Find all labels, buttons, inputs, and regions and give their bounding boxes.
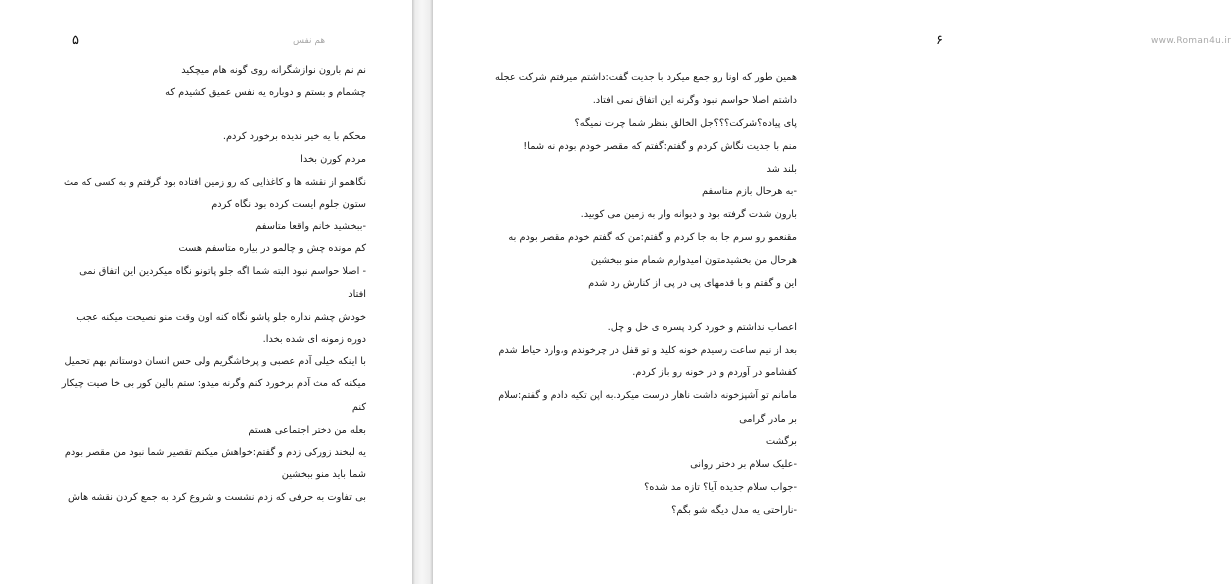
text-line: اعصاب نداشتم و خورد کرد پسره ی خل و چل.: [607, 322, 797, 333]
running-head: www.Roman4u.ir: [1151, 36, 1231, 46]
text-line: هرحال من بخشیدمتون امیدوارم شمام منو ببخشین: [590, 255, 797, 266]
text-line: ستون جلوم ایست کرده بود نگاه کردم: [211, 199, 366, 210]
running-head: هم نفس: [293, 36, 326, 46]
text-line: برگشت: [765, 436, 797, 447]
right-page-body: [494, 0, 797, 584]
page-number: ۵: [72, 33, 79, 48]
text-line: بلند شد: [766, 164, 797, 175]
text-line: -علیک سلام بر دختر روانی: [690, 459, 797, 470]
text-line: نم نم بارون نوازشگرانه روی گونه هام میچکید: [181, 65, 366, 76]
text-line: -به هرحال بازم متاسفم: [702, 186, 797, 197]
text-line: کم مونده چش و چالمو در بیاره متاسفم هست: [178, 243, 366, 254]
text-line: بر مادر گرامی: [739, 414, 797, 425]
text-line: - اصلا حواسم نبود البته شما اگه جلو پاتونو نگاه میکردین این اتفاق نمی: [79, 266, 366, 277]
text-line: منم با جدیت نگاش کردم و گفتم:گفتم که مقصر خودم بودم نه شما!: [523, 141, 797, 152]
text-line: کفشامو در آوردم و در خونه رو باز کردم.: [632, 367, 797, 378]
book-gutter: [412, 0, 433, 584]
text-line: -ناراحتی یه مدل دیگه شو بگم؟: [671, 505, 797, 516]
text-line: کنم: [351, 402, 366, 413]
text-line: بی تفاوت به حرفی که زدم نشست و شروع کرد به جمع کردن نقشه هاش: [68, 492, 366, 503]
text-line: نگاهمو از نقشه ها و کاغذایی که رو زمین افتاده بود گرفتم و به کسی که مث: [63, 177, 366, 188]
page-number: ۶: [936, 33, 943, 48]
text-line: مقنعمو رو سرم جا به جا کردم و گفتم:من که گفتم خودم مقصر بودم به: [508, 232, 797, 243]
text-line: داشتم اصلا حواسم نبود وگرنه این اتفاق نمی افتاد.: [592, 95, 797, 106]
text-line: محکم با یه خیر ندیده برخورد کردم.: [222, 131, 366, 142]
text-line: میکنه که مث آدم برخورد کنم وگرنه میدو: ستم بالین کور بی خا صیت چیکار: [61, 378, 366, 389]
text-line: یه لبخند زورکی زدم و گفتم:خواهش میکنم تقصیر شما نبود من مقصر بودم: [64, 447, 366, 458]
left-page-body: [60, 0, 366, 584]
text-line: -ببخشید خانم واقعا متاسفم: [255, 221, 366, 232]
text-line: افتاد: [348, 289, 366, 300]
text-line: -جواب سلام جدیده آیا؟ تازه مد شده؟: [644, 482, 797, 493]
text-line: پای پیاده؟شرکت؟؟؟جل الخالق بنظر شما چرت نمیگه؟: [574, 118, 797, 129]
text-line: چشمام و بستم و دوباره یه نفس عمیق کشیدم که: [165, 87, 366, 98]
text-line: مردم کورن بخدا: [300, 154, 366, 165]
text-line: همین طور که اونا رو جمع میکرد با جدیت گفت:داشتم میرفتم شرکت عجله: [495, 72, 797, 83]
text-line: دوره زمونه ای شده بخدا.: [262, 334, 366, 345]
text-line: شما باید منو ببخشین: [281, 469, 366, 480]
text-line: خودش چشم نداره جلو پاشو نگاه کنه اون وقت منو نصیحت میکنه عجب: [76, 312, 366, 323]
text-line: بارون شدت گرفته بود و دیوانه وار به زمین می کوبید.: [580, 209, 797, 220]
text-line: با اینکه خیلی آدم عصبی و پرخاشگریم ولی حس انسان دوستانم بهم تحمیل: [64, 356, 366, 367]
text-line: مامانم تو آشپزخونه داشت ناهار درست میکرد.به اپن تکیه دادم و گفتم:سلام: [498, 390, 797, 401]
text-line: این و گفتم و با قدمهای پی در پی از کنارش رد شدم: [588, 278, 797, 289]
text-line: بعد از نیم ساعت رسیدم خونه کلید و تو قفل در چرخوندم و،وارد حیاط شدم: [498, 345, 797, 356]
text-line: بعله من دختر اجتماعی هستم: [248, 425, 366, 436]
